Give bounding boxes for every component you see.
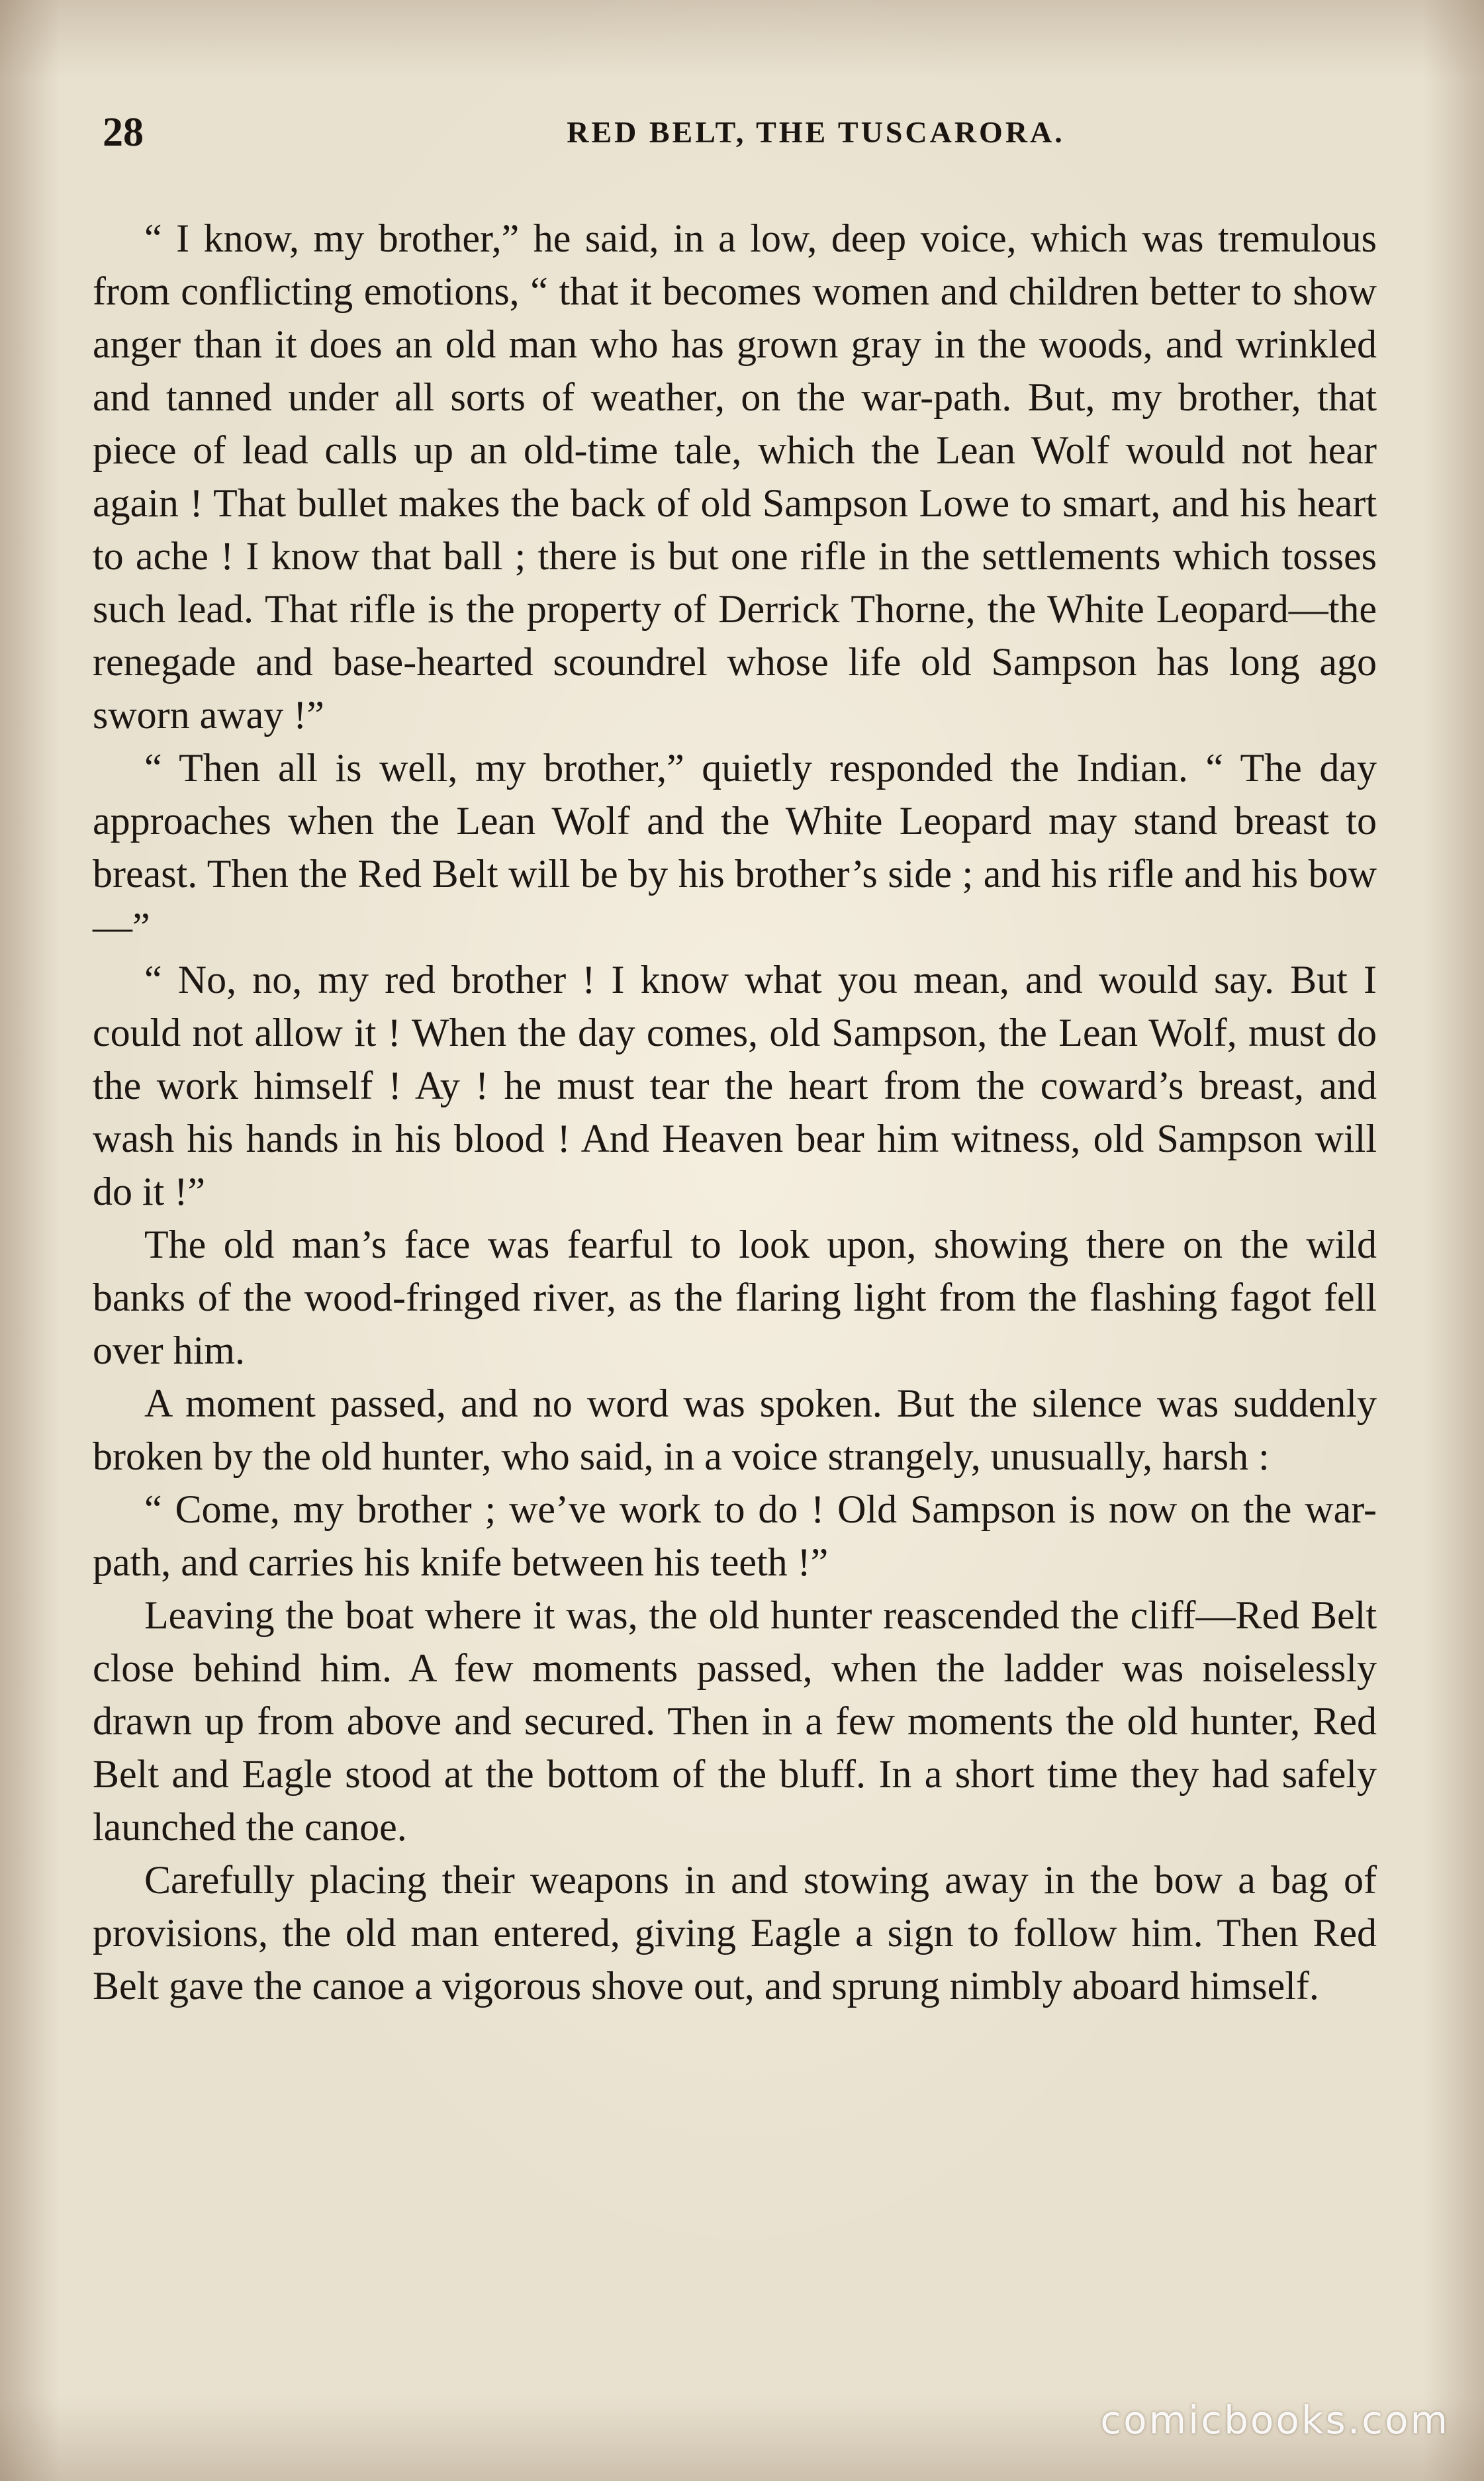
watermark: comicbooks.com bbox=[1100, 2398, 1450, 2443]
paragraph: The old man’s face was fearful to look upon, showing there on the wild banks of the wood-fringed river, as the flaring light from the flashing fagot fell over him. bbox=[93, 1223, 1377, 1372]
paragraph: “ Then all is well, my brother,” quietly responded the Indian. “ The day approaches when the Lean Wolf and the White Leopard may stand breast to breast. Then the Red Belt will be by his brother’s side ; and his rifle and his bow—” bbox=[93, 746, 1377, 949]
running-head bbox=[96, 106, 1377, 159]
paragraph: Carefully placing their weapons in and stowing away in the bow a bag of provisions, the old man entered, giving Eagle a sign to follow him. Then Red Belt gave the canoe a vigorous shove out, and sprung nimbly aboard himself. bbox=[93, 1858, 1377, 2008]
page-number: 28 bbox=[103, 110, 144, 155]
paragraph: “ I know, my brother,” he said, in a low, deep voice, which was tremulous from conflicting emotions, “ that it becomes women and children better to show anger than it does an old man who has grown gray in the woods, and wrinkled and tanned under all sorts of weather, on the war-path. But, my brother, that piece of lead calls up an old-time tale, which the Lean Wolf would not hear again ! That bullet makes the back of old Sampson Lowe to smart, and his heart to ache ! I know that ball ; there is but one rifle in the settlements which tosses such lead. That rifle is the property of Derrick Thorne, the White Leopard—the renegade and base-hearted scoundrel whose life old Sampson has long ago sworn away !” bbox=[93, 216, 1377, 737]
running-title: RED BELT, THE TUSCARORA. bbox=[567, 115, 1065, 149]
paragraph: Leaving the boat where it was, the old hunter reascended the cliff—Red Belt close behind him. A few moments passed, when the ladder was noiselessly drawn up from above and secured. Then in a few moments the old hunter, Red Belt and Eagle stood at the bottom of the bluff. In a short time they had safely launched the canoe. bbox=[93, 1593, 1377, 1849]
paragraph: “ Come, my brother ; we’ve work to do ! Old Sampson is now on the war-path, and carries his knife between his teeth !” bbox=[93, 1487, 1377, 1584]
paragraph: “ No, no, my red brother ! I know what you mean, and would say. But I could not allow it ! When the day comes, old Sampson, the Lean Wolf, must do the work himself ! Ay ! he must tear the heart from the coward’s breast, and wash his hands in his blood ! And Heaven bear him witness, old Sampson will do it !” bbox=[93, 958, 1377, 1213]
paragraph: A moment passed, and no word was spoken. But the silence was suddenly broken by the old hunter, who said, in a voice strangely, unusually, harsh : bbox=[93, 1381, 1377, 1478]
body-text bbox=[93, 212, 1377, 2012]
